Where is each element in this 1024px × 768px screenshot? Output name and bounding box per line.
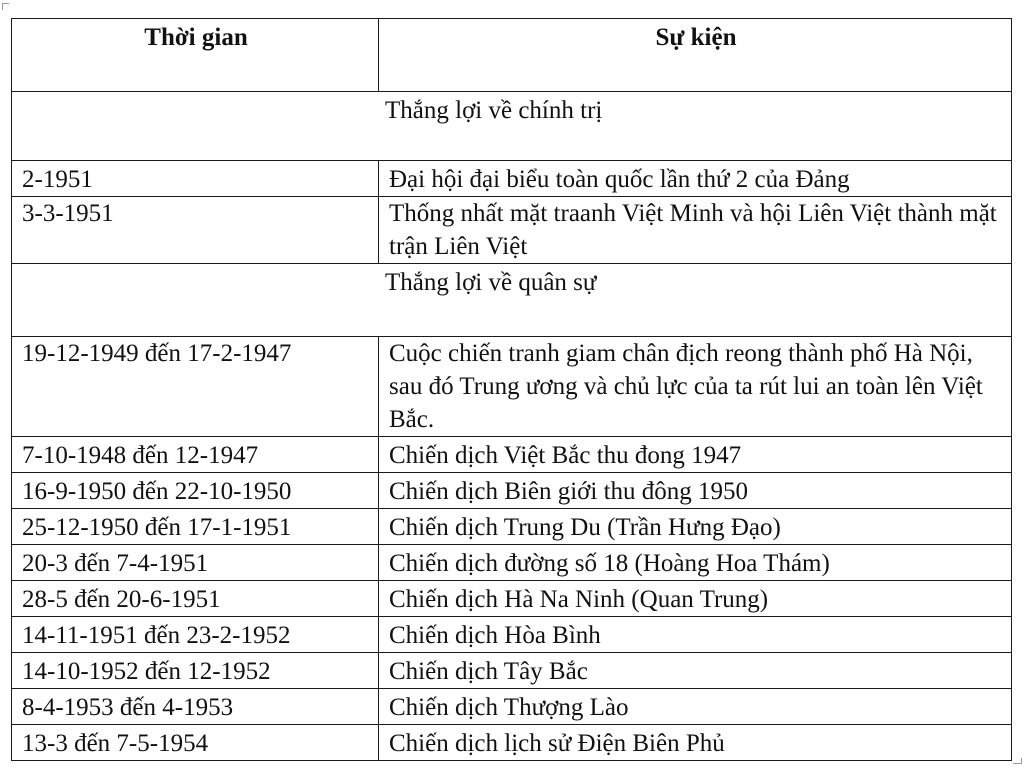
table-row	[12, 509, 1012, 545]
table-row	[12, 337, 1012, 437]
event-cell: Chiến dịch Hòa Bình	[379, 617, 1012, 653]
section-title-cell	[12, 264, 1012, 337]
table-row	[12, 617, 1012, 653]
time-cell: 16-9-1950 đến 22-10-1950	[12, 473, 379, 509]
event-cell: Chiến dịch Hà Na Ninh (Quan Trung)	[379, 581, 1012, 617]
time-cell: 2-1951	[12, 161, 379, 197]
history-events-table	[11, 18, 1012, 761]
header-event: Sự kiện	[379, 19, 1012, 92]
section-title-political: Thắng lợi về chính trị	[385, 97, 603, 124]
time-cell: 25-12-1950 đến 17-1-1951	[12, 509, 379, 545]
event-cell: Chiến dịch Biên giới thu đông 1950	[379, 473, 1012, 509]
time-cell: 19-12-1949 đến 17-2-1947	[12, 337, 379, 437]
event-cell: Chiến dịch Việt Bắc thu đong 1947	[379, 437, 1012, 473]
section-row-military	[12, 264, 1012, 337]
time-cell: 14-10-1952 đến 12-1952	[12, 653, 379, 689]
event-cell: Cuộc chiến tranh giam chân địch reong thành phố Hà Nội, sau đó Trung ương và chủ lực của ta rút lui an toàn lên Việt Bắc.	[379, 337, 1012, 437]
time-cell: 13-3 đến 7-5-1954	[12, 725, 379, 761]
event-cell: Chiến dịch đường số 18 (Hoàng Hoa Thám)	[379, 545, 1012, 581]
table-row	[12, 161, 1012, 197]
event-cell: Thống nhất mặt traanh Việt Minh và hội Liên Việt thành mặt trận Liên Việt	[379, 197, 1012, 264]
event-cell: Chiến dịch Trung Du (Trần Hưng Đạo)	[379, 509, 1012, 545]
time-cell: 14-11-1951 đến 23-2-1952	[12, 617, 379, 653]
table-header-row	[12, 19, 1012, 92]
table-row	[12, 197, 1012, 264]
time-cell: 28-5 đến 20-6-1951	[12, 581, 379, 617]
time-cell: 8-4-1953 đến 4-1953	[12, 689, 379, 725]
time-cell: 20-3 đến 7-4-1951	[12, 545, 379, 581]
table-row	[12, 437, 1012, 473]
event-cell: Chiến dịch Thượng Lào	[379, 689, 1012, 725]
event-cell: Chiến dịch Tây Bắc	[379, 653, 1012, 689]
section-row-political	[12, 92, 1012, 161]
table-row	[12, 545, 1012, 581]
header-time: Thời gian	[12, 19, 379, 92]
table-row	[12, 473, 1012, 509]
section-title-military: Thắng lợi về quân sự	[385, 269, 597, 296]
table-row	[12, 653, 1012, 689]
table-row	[12, 725, 1012, 761]
event-cell: Đại hội đại biểu toàn quốc lần thứ 2 của Đảng	[379, 161, 1012, 197]
event-cell: Chiến dịch lịch sử Điện Biên Phủ	[379, 725, 1012, 761]
time-cell: 7-10-1948 đến 12-1947	[12, 437, 379, 473]
section-title-cell	[12, 92, 1012, 161]
corner-crop-mark-top-left	[2, 3, 9, 10]
table-row	[12, 689, 1012, 725]
table-row	[12, 581, 1012, 617]
time-cell: 3-3-1951	[12, 197, 379, 264]
corner-crop-mark-bottom-right	[1013, 758, 1022, 764]
